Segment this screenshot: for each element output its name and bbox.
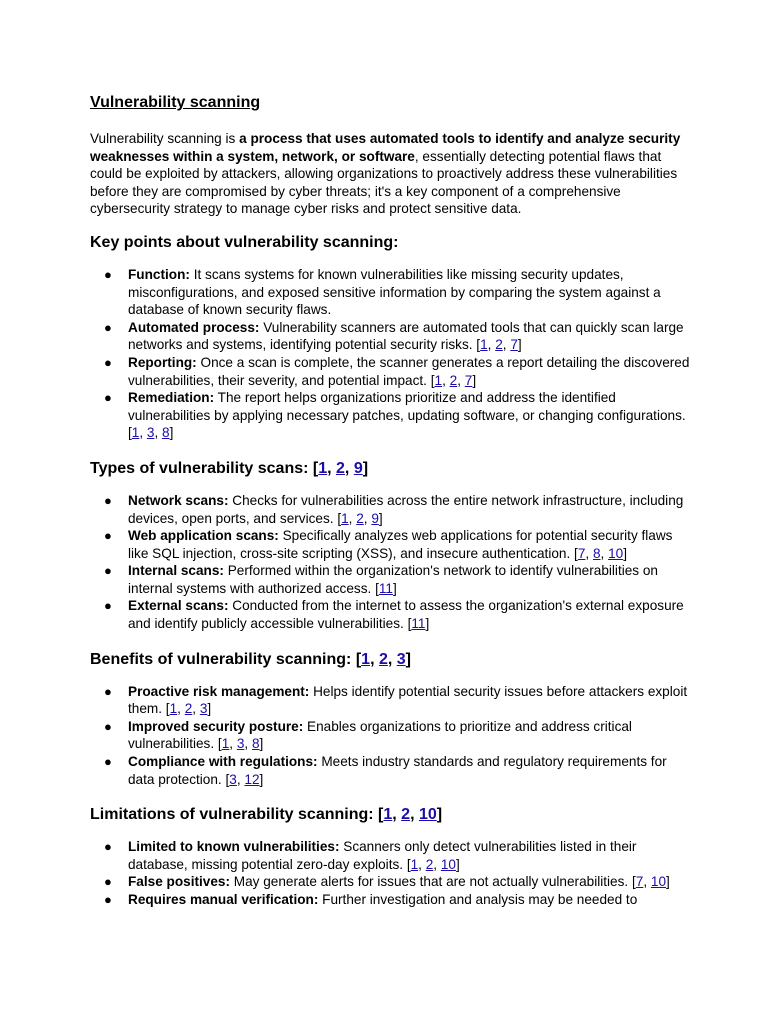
punctuation: , [502, 337, 511, 353]
citation-link[interactable]: 1 [434, 372, 443, 388]
item-label: Remediation: [128, 390, 215, 406]
sections-container [90, 232, 690, 909]
bullet-icon: ● [104, 754, 112, 770]
item-text: It scans systems for known vulnerabilities like missing security updates, misconfigurations, and exposed sensitive information by comparing the system against a database of known security flaws. [128, 266, 661, 318]
punctuation: [ [225, 771, 230, 787]
bullet-icon: ● [104, 354, 112, 370]
punctuation: [ [128, 425, 132, 441]
list-item [90, 527, 690, 562]
punctuation: ] [207, 701, 212, 717]
item-label: Function: [128, 266, 190, 282]
bullet-icon: ● [104, 390, 112, 406]
citation-link[interactable]: 2 [425, 856, 434, 872]
bullet-icon: ● [104, 563, 112, 579]
list-item [90, 562, 690, 597]
citation-link[interactable]: 11 [378, 580, 393, 596]
citation-link[interactable]: 3 [146, 425, 155, 441]
citation-link[interactable]: 1 [383, 806, 393, 824]
bullet-icon: ● [104, 598, 112, 614]
item-text: May generate alerts for issues that are not actually vulnerabilities. [230, 874, 632, 890]
bullet-list [90, 492, 690, 633]
citation-link[interactable]: 8 [162, 425, 170, 441]
citation-link[interactable]: 1 [410, 856, 419, 872]
item-text: Once a scan is complete, the scanner generates a report detailing the discovered vulnerabilities, their severity, and potential impact. [128, 354, 690, 388]
citation-link[interactable]: 10 [650, 874, 667, 890]
item-label: Compliance with regulations: [128, 754, 318, 770]
list-item [90, 891, 690, 909]
list-item [90, 266, 690, 319]
intro-lead: Vulnerability scanning is [90, 131, 240, 146]
citation-link[interactable]: 3 [199, 701, 208, 717]
punctuation: , [236, 771, 245, 787]
punctuation: , [177, 701, 185, 717]
bullet-icon: ● [104, 683, 112, 699]
punctuation: , [600, 545, 609, 561]
citation-link[interactable]: 1 [341, 510, 349, 526]
section-heading [90, 458, 690, 480]
item-text: Specifically analyzes web applications for potential security flaws like SQL injection, cross-site scripting (XSS), and insecure authentication. [128, 528, 673, 561]
list-item [90, 718, 690, 753]
punctuation: [ [406, 856, 411, 872]
punctuation: , [229, 736, 237, 752]
punctuation: , [457, 372, 465, 388]
citation-link[interactable]: 10 [608, 545, 624, 561]
punctuation: ] [425, 616, 430, 632]
item-label: Proactive risk management: [128, 683, 310, 699]
item-label: Improved security posture: [128, 718, 304, 734]
item-label: Limited to known vulnerabilities: [128, 839, 340, 855]
punctuation: , [192, 701, 200, 717]
list-item [90, 389, 690, 442]
item-text: Meets industry standards and regulatory requirements for data protection. [128, 754, 667, 787]
punctuation: ] [623, 545, 627, 561]
citation-link[interactable]: 10 [418, 806, 437, 824]
intro-rest: , essentially detecting potential flaws that could be exploited by attackers, allowing organizations to proactively address these vulnerabilities before they are compromised by cyber threats; it's a key component of a comprehensive cybersecurity strategy to manage cyber risks and protect sensitive data. [90, 148, 678, 217]
citation-link[interactable]: 3 [396, 650, 406, 668]
item-label: Reporting: [128, 354, 197, 370]
citation-link[interactable]: 9 [371, 510, 379, 526]
section-heading-text: Types of vulnerability scans: [90, 459, 313, 477]
punctuation: , [139, 425, 147, 441]
punctuation: , [392, 806, 402, 824]
bullet-list [90, 266, 690, 442]
citation-link[interactable]: 3 [236, 736, 245, 752]
bullet-icon: ● [104, 319, 112, 335]
citation-link[interactable]: 3 [229, 771, 237, 787]
punctuation: [ [430, 372, 435, 388]
bullet-list [90, 838, 690, 908]
bullet-icon: ● [104, 718, 112, 734]
intro-definition: a process that uses automated tools to identify and analyze security weaknesses within a system, network, or software [90, 131, 681, 164]
punctuation: ] [259, 771, 264, 787]
citation-link[interactable]: 1 [480, 337, 488, 353]
punctuation: , [433, 856, 441, 872]
punctuation: ] [392, 580, 397, 596]
citation-link[interactable]: 12 [244, 771, 260, 787]
citation-link[interactable]: 2 [449, 372, 458, 388]
list-item [90, 683, 690, 718]
bullet-icon: ● [104, 892, 112, 907]
citation-link[interactable]: 1 [169, 701, 178, 717]
item-text: Helps identify potential security issues before attackers exploit them. [128, 683, 688, 717]
bullet-icon: ● [104, 266, 112, 282]
punctuation: [ [217, 736, 222, 752]
section-heading [90, 649, 690, 671]
punctuation: , [363, 510, 372, 526]
punctuation: , [327, 459, 337, 477]
citation-link[interactable]: 7 [464, 372, 473, 388]
citation-link[interactable]: 2 [184, 701, 193, 717]
citation-link[interactable]: 1 [221, 736, 230, 752]
punctuation: [ [337, 510, 342, 526]
item-text: Vulnerability scanners are automated tools that can quickly scan large networks and systems, identifying potential security risks. [128, 319, 684, 353]
citation-link[interactable]: 7 [635, 874, 644, 890]
punctuation: , [487, 337, 496, 353]
citation-link[interactable]: 7 [510, 337, 518, 353]
section-heading [90, 232, 690, 254]
punctuation: ] [455, 856, 460, 872]
citation-link[interactable]: 2 [378, 650, 388, 668]
punctuation: , [442, 372, 450, 388]
list-item [90, 873, 690, 891]
bullet-icon: ● [104, 528, 112, 544]
bullet-list [90, 683, 690, 789]
item-label: Requires manual verification: [128, 892, 319, 907]
punctuation: ] [259, 736, 264, 752]
citation-link[interactable]: 1 [361, 650, 371, 668]
intro-paragraph [90, 130, 690, 218]
punctuation: [ [312, 459, 319, 477]
list-item [90, 492, 690, 527]
punctuation: ] [405, 650, 411, 668]
punctuation: ] [169, 425, 174, 441]
bullet-icon: ● [104, 874, 112, 890]
punctuation: ] [378, 510, 383, 526]
citation-link[interactable]: 7 [577, 545, 586, 561]
punctuation: ] [517, 337, 522, 353]
punctuation: , [154, 425, 163, 441]
item-label: External scans: [128, 598, 229, 614]
list-item [90, 838, 690, 873]
item-text: Checks for vulnerabilities across the entire network infrastructure, including devices, open ports, and services. [128, 492, 684, 526]
punctuation: [ [165, 701, 170, 717]
item-text: Performed within the organization's network to identify vulnerabilities on internal systems with authorized access. [128, 563, 658, 596]
document-content [90, 92, 690, 925]
section-heading [90, 804, 690, 826]
punctuation: ] [436, 806, 443, 824]
punctuation: ] [362, 459, 369, 477]
citation-link[interactable]: 1 [318, 459, 328, 477]
punctuation: [ [378, 806, 384, 824]
punctuation: , [643, 874, 651, 890]
punctuation: ] [472, 372, 477, 388]
punctuation: , [344, 459, 354, 477]
citation-link[interactable]: 8 [592, 545, 601, 561]
citation-link[interactable]: 2 [356, 510, 364, 526]
list-item [90, 319, 690, 354]
punctuation: , [585, 545, 593, 561]
page-title: Vulnerability scanning [90, 94, 261, 111]
punctuation: , [410, 806, 419, 824]
item-text: Conducted from the internet to assess the organization's external exposure and identify publicly accessible vulnerabilities. [128, 598, 684, 632]
punctuation: [ [476, 337, 481, 353]
bullet-icon: ● [104, 839, 112, 855]
citation-link[interactable]: 1 [131, 425, 140, 441]
item-label: Internal scans: [128, 563, 224, 579]
section-heading-text: Key points about vulnerability scanning: [90, 233, 399, 251]
list-item [90, 753, 690, 788]
citation-link[interactable]: 2 [495, 337, 503, 353]
citation-link[interactable]: 9 [353, 459, 363, 477]
item-text: Scanners only detect vulnerabilities listed in their database, missing potential zero-day exploits. [128, 839, 637, 872]
citation-link[interactable]: 2 [336, 459, 345, 477]
section-heading-text: Limitations of vulnerability scanning: [90, 806, 379, 824]
list-item [90, 597, 690, 632]
punctuation: , [370, 650, 379, 668]
punctuation: [ [355, 650, 362, 668]
punctuation: [ [631, 874, 636, 890]
punctuation: , [418, 856, 426, 872]
item-label: Network scans: [128, 492, 229, 508]
punctuation: [ [407, 616, 412, 632]
citation-link[interactable]: 2 [401, 806, 411, 824]
item-text: Enables organizations to prioritize and address critical vulnerabilities. [128, 718, 632, 752]
citation-link[interactable]: 11 [411, 616, 426, 632]
punctuation: , [348, 510, 357, 526]
list-item [90, 354, 690, 389]
punctuation: , [244, 736, 252, 752]
citation-link[interactable]: 8 [251, 736, 260, 752]
item-label: Web application scans: [128, 528, 279, 544]
citation-link[interactable]: 10 [440, 856, 456, 872]
item-text: Further investigation and analysis may be needed to [318, 892, 638, 907]
section-heading-text: Benefits of vulnerability scanning: [90, 650, 356, 668]
punctuation: ] [666, 874, 670, 890]
bullet-icon: ● [104, 492, 112, 508]
item-label: Automated process: [128, 319, 260, 335]
item-text: The report helps organizations prioritize and address the identified vulnerabilities by applying necessary patches, updating software, or changing configurations. [128, 390, 686, 423]
item-label: False positives: [128, 874, 230, 890]
punctuation: , [387, 650, 397, 668]
punctuation: [ [574, 545, 578, 561]
punctuation: [ [375, 580, 379, 596]
